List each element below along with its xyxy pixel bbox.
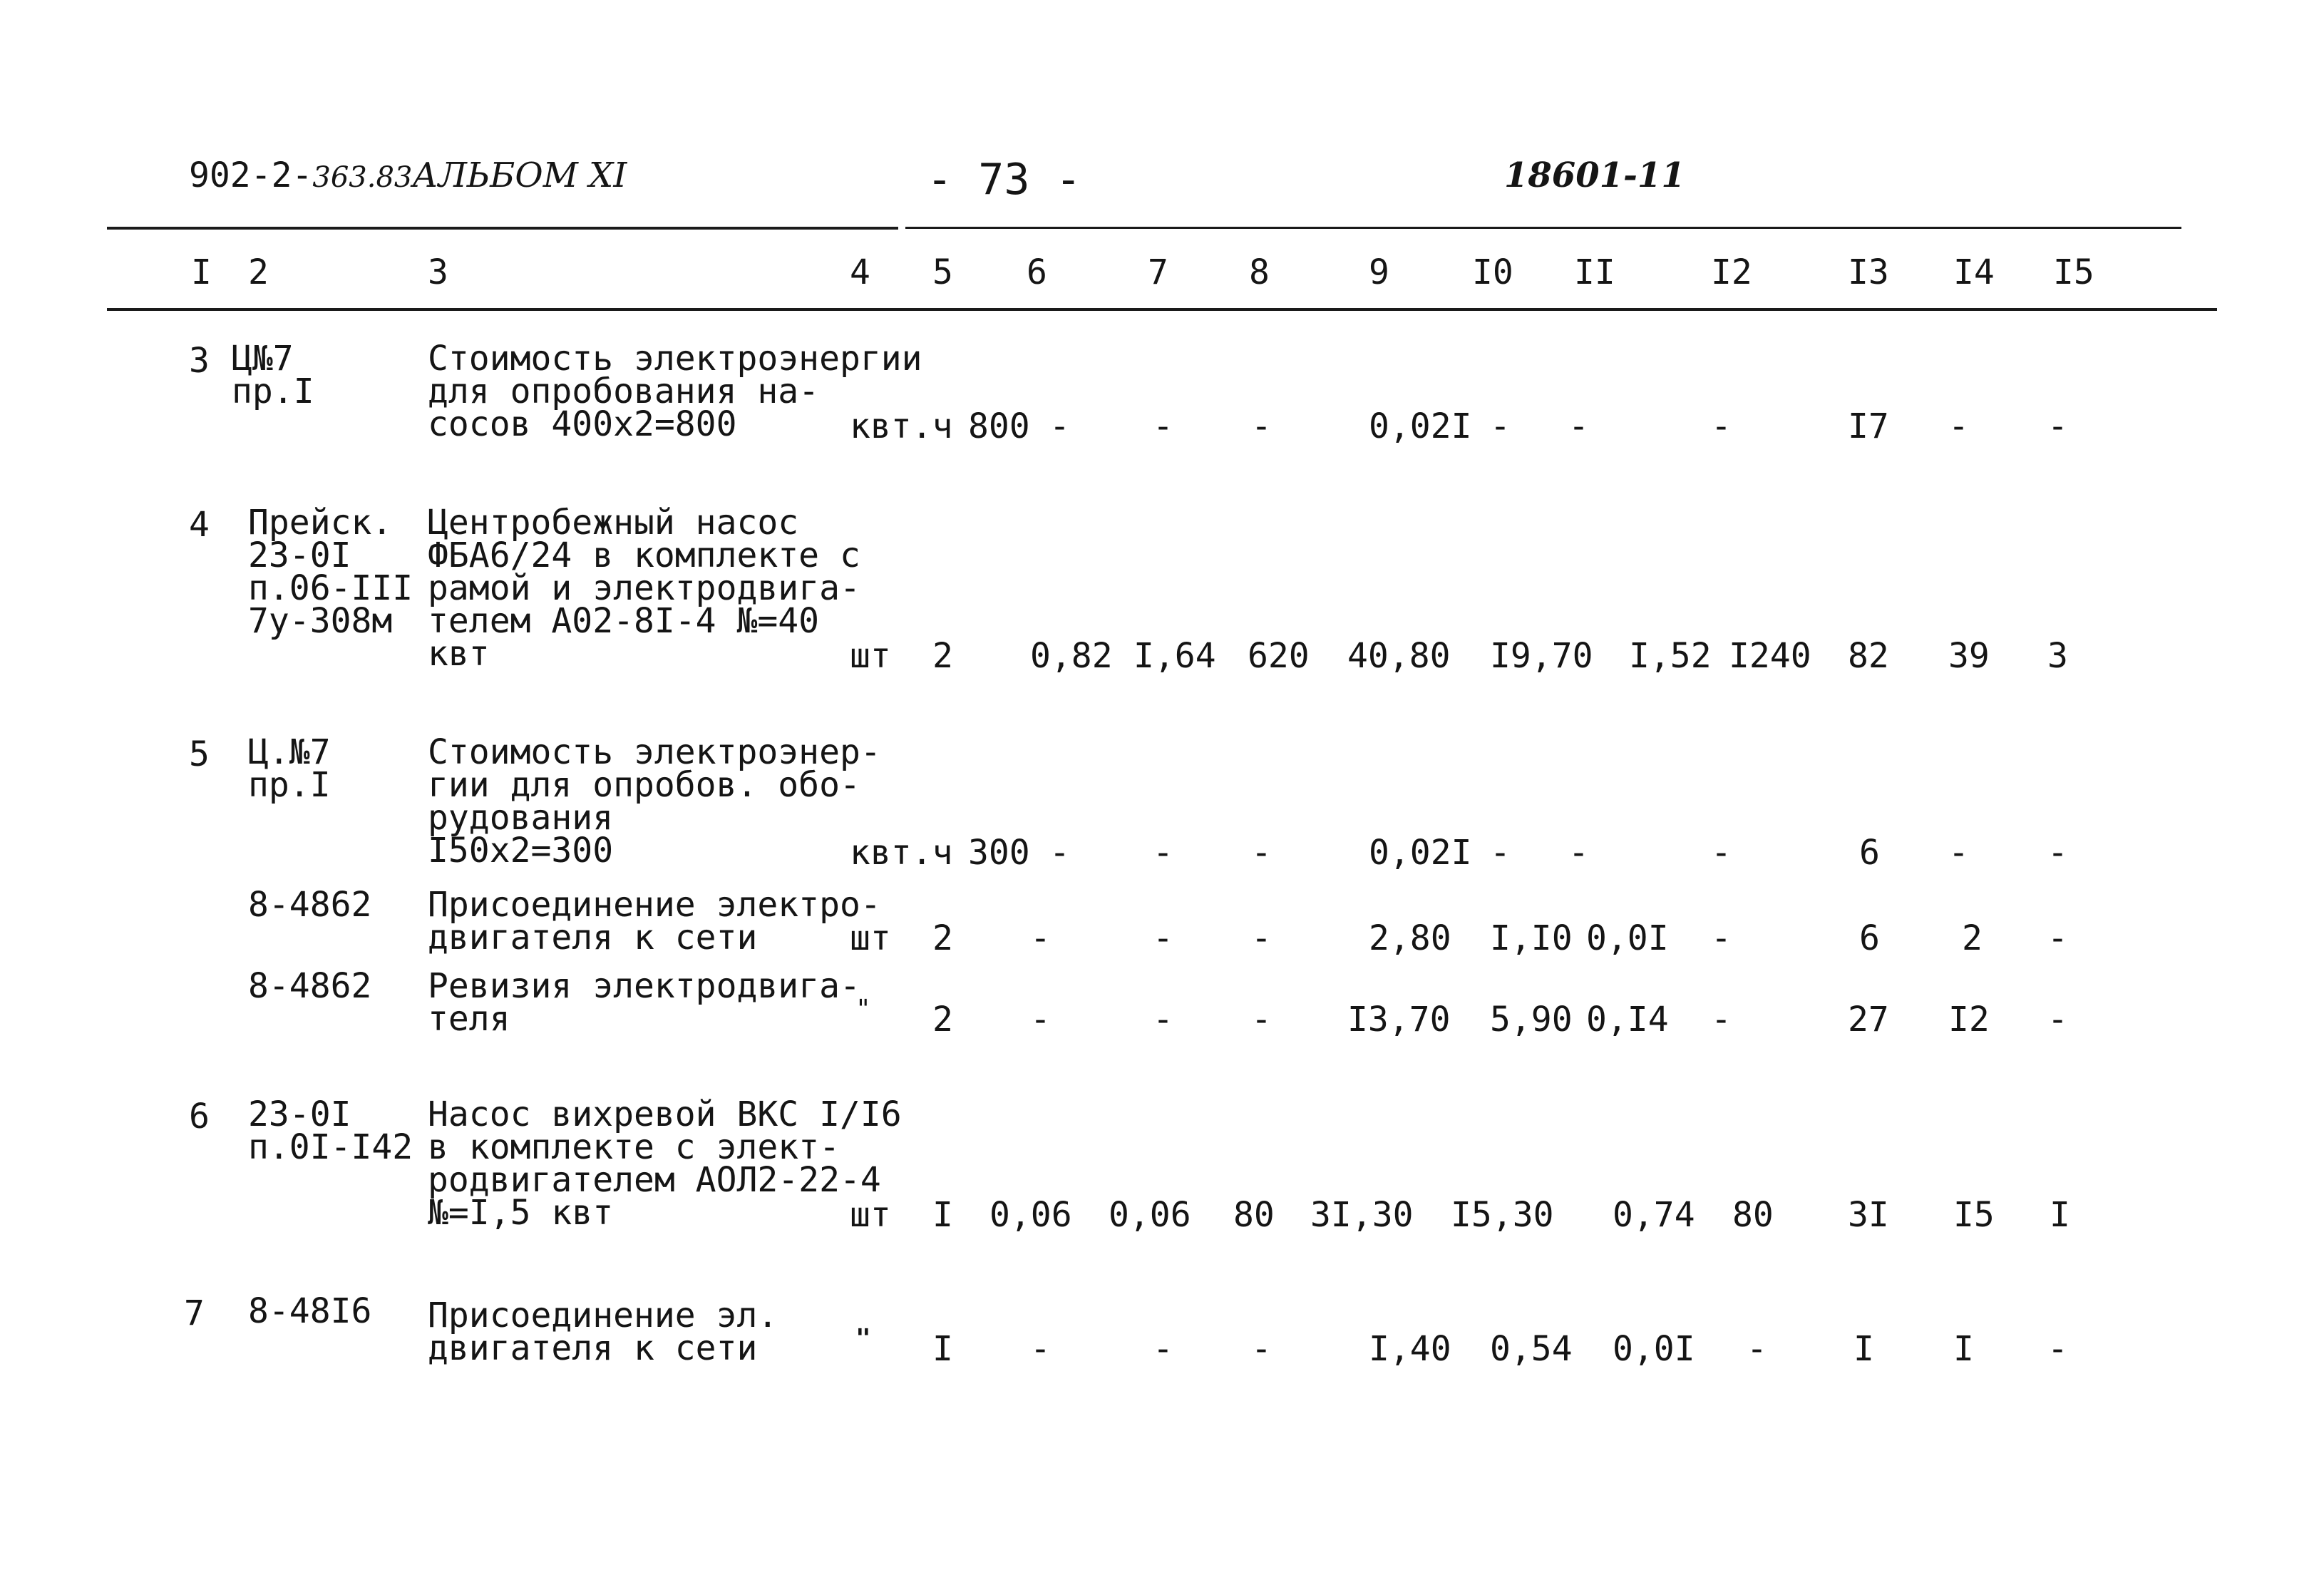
cell-6: 0,06 bbox=[989, 1195, 1072, 1235]
cell-13: 6 bbox=[1859, 833, 1880, 873]
cell-8: - bbox=[1251, 833, 1272, 873]
cell-12: - bbox=[1711, 1000, 1732, 1040]
row-reference: Прейск. 23-0I п.06-III 7у-308м bbox=[248, 503, 413, 641]
row-description: Насос вихревой ВКС I/I6 в комплекте с элект- родвигателем АОЛ2-22-4 №=I,5 квт bbox=[428, 1094, 902, 1233]
cell-7: - bbox=[1153, 1000, 1173, 1040]
col-header-11: II bbox=[1574, 252, 1615, 292]
cell-14: - bbox=[1948, 406, 1969, 446]
cell-14: 39 bbox=[1948, 636, 1990, 676]
cell-15: - bbox=[2047, 918, 2068, 958]
cell-5: 800 bbox=[968, 406, 1030, 446]
cell-8: - bbox=[1251, 1329, 1272, 1369]
row-unit: шт bbox=[850, 1195, 891, 1235]
cell-12: 80 bbox=[1732, 1195, 1774, 1235]
row-number: 7 bbox=[184, 1293, 205, 1333]
row-number: 5 bbox=[189, 734, 210, 774]
cell-14: I bbox=[1953, 1329, 1974, 1369]
cell-13: I bbox=[1853, 1329, 1874, 1369]
row-description: Центробежный насос ФБА6/24 в комплекте с рамой и электродвига- телем А02-8I-4 №=40 квт bbox=[428, 503, 860, 674]
cell-12: I240 bbox=[1729, 636, 1811, 676]
cell-6: - bbox=[1049, 833, 1070, 873]
col-header-4: 4 bbox=[850, 252, 870, 292]
cell-13: 27 bbox=[1848, 1000, 1889, 1040]
cell-13: I7 bbox=[1848, 406, 1889, 446]
cell-15: - bbox=[2047, 1329, 2068, 1369]
cell-8: - bbox=[1251, 918, 1272, 958]
row-unit: квт.ч bbox=[850, 406, 953, 446]
row-unit: " bbox=[855, 1324, 871, 1353]
cell-5: 2 bbox=[932, 636, 953, 676]
cell-7: - bbox=[1153, 1329, 1173, 1369]
row-reference: Ц№7 пр.I bbox=[232, 339, 314, 411]
col-header-2: 2 bbox=[248, 252, 269, 292]
cell-9: 3I,30 bbox=[1310, 1195, 1414, 1235]
row-reference: 8-48I6 bbox=[248, 1291, 372, 1331]
cell-8: 80 bbox=[1233, 1195, 1275, 1235]
cell-10: I,I0 bbox=[1490, 918, 1573, 958]
cell-12: - bbox=[1711, 833, 1732, 873]
cell-9: I,40 bbox=[1369, 1329, 1451, 1369]
cell-6: - bbox=[1030, 1329, 1051, 1369]
cell-7: 0,06 bbox=[1109, 1195, 1191, 1235]
cell-7: - bbox=[1153, 918, 1173, 958]
page-number: - 73 - bbox=[927, 155, 1081, 205]
cell-10: I5,30 bbox=[1451, 1195, 1554, 1235]
cell-6: 0,82 bbox=[1030, 636, 1113, 676]
col-header-5: 5 bbox=[932, 252, 953, 292]
cell-11: 0,0I bbox=[1586, 918, 1669, 958]
cell-13: 6 bbox=[1859, 918, 1880, 958]
cell-11: 0,I4 bbox=[1586, 1000, 1669, 1040]
col-header-15: I5 bbox=[2053, 252, 2094, 292]
cell-9: I3,70 bbox=[1347, 1000, 1451, 1040]
cell-10: 0,54 bbox=[1490, 1329, 1573, 1369]
cell-11: I,52 bbox=[1629, 636, 1712, 676]
row-reference: 8-4862 bbox=[248, 966, 372, 1006]
cell-11: - bbox=[1568, 406, 1589, 446]
doc-code-handwritten: 363.83 bbox=[312, 161, 413, 194]
cell-11: - bbox=[1568, 833, 1589, 873]
row-reference: Ц.№7 пр.I bbox=[248, 732, 331, 805]
col-header-8: 8 bbox=[1249, 252, 1270, 292]
cell-9: 0,02I bbox=[1369, 406, 1472, 446]
doc-code-printed: 902-2- bbox=[189, 155, 313, 195]
top-rule-left bbox=[107, 227, 898, 230]
cell-12: - bbox=[1711, 406, 1732, 446]
archive-number: 18601-11 bbox=[1504, 155, 1685, 195]
cell-14: 2 bbox=[1962, 918, 1983, 958]
col-header-13: I3 bbox=[1848, 252, 1889, 292]
cell-12: - bbox=[1747, 1329, 1767, 1369]
col-header-1: I bbox=[191, 252, 212, 292]
row-unit: шт bbox=[850, 918, 891, 958]
top-rule-right bbox=[905, 227, 2181, 229]
cell-9: 2,80 bbox=[1369, 918, 1451, 958]
row-description: Присоединение эл. двигателя к сети bbox=[428, 1296, 778, 1368]
cell-14: I2 bbox=[1948, 1000, 1990, 1040]
cell-14: I5 bbox=[1953, 1195, 1995, 1235]
cell-5: 300 bbox=[968, 833, 1030, 873]
cell-6: - bbox=[1030, 1000, 1051, 1040]
cell-11: 0,74 bbox=[1613, 1195, 1695, 1235]
cell-13: 82 bbox=[1848, 636, 1889, 676]
cell-15: 3 bbox=[2047, 636, 2068, 676]
row-number: 3 bbox=[189, 341, 210, 381]
cell-5: 2 bbox=[932, 1000, 953, 1040]
row-number: 6 bbox=[189, 1097, 210, 1137]
cell-14: - bbox=[1948, 833, 1969, 873]
header-bottom-rule bbox=[107, 308, 2217, 311]
row-unit: квт.ч bbox=[850, 833, 953, 873]
cell-7: - bbox=[1153, 833, 1173, 873]
cell-9: 40,80 bbox=[1347, 636, 1451, 676]
cell-8: 620 bbox=[1248, 636, 1310, 676]
row-number: 4 bbox=[189, 505, 210, 545]
cell-11: 0,0I bbox=[1613, 1329, 1695, 1369]
col-header-6: 6 bbox=[1027, 252, 1047, 292]
album-label: АЛЬБОМ XI bbox=[412, 155, 627, 195]
row-description: Присоединение электро- двигателя к сети bbox=[428, 885, 881, 958]
cell-13: 3I bbox=[1848, 1195, 1889, 1235]
col-header-12: I2 bbox=[1711, 252, 1752, 292]
row-reference: 23-0I п.0I-I42 bbox=[248, 1094, 413, 1167]
cell-10: 5,90 bbox=[1490, 1000, 1573, 1040]
cell-6: - bbox=[1030, 918, 1051, 958]
row-description: Стоимость электроэнер- гии для опробов. обо- рудования I50х2=300 bbox=[428, 732, 881, 871]
cell-8: - bbox=[1251, 406, 1272, 446]
cell-5: 2 bbox=[932, 918, 953, 958]
cell-7: - bbox=[1153, 406, 1173, 446]
cell-15: - bbox=[2047, 833, 2068, 873]
cell-6: - bbox=[1049, 406, 1070, 446]
row-reference: 8-4862 bbox=[248, 885, 372, 925]
row-description: Ревизия электродвига- теля bbox=[428, 966, 860, 1039]
row-description: Стоимость электроэнергии для опробования на- сосов 400х2=800 bbox=[428, 339, 922, 444]
cell-12: - bbox=[1711, 918, 1732, 958]
cell-10: I9,70 bbox=[1490, 636, 1593, 676]
cell-10: - bbox=[1490, 833, 1511, 873]
col-header-14: I4 bbox=[1953, 252, 1995, 292]
cell-5: I bbox=[932, 1195, 953, 1235]
row-unit: шт bbox=[850, 636, 891, 676]
col-header-3: 3 bbox=[428, 252, 448, 292]
cell-15: - bbox=[2047, 1000, 2068, 1040]
cell-8: - bbox=[1251, 1000, 1272, 1040]
doc-code bbox=[189, 155, 627, 195]
cell-7: I,64 bbox=[1133, 636, 1216, 676]
col-header-9: 9 bbox=[1369, 252, 1389, 292]
row-unit: " bbox=[855, 995, 871, 1024]
col-header-7: 7 bbox=[1148, 252, 1168, 292]
cell-5: I bbox=[932, 1329, 953, 1369]
col-header-10: I0 bbox=[1472, 252, 1513, 292]
cell-15: I bbox=[2050, 1195, 2070, 1235]
cell-9: 0,02I bbox=[1369, 833, 1472, 873]
cell-15: - bbox=[2047, 406, 2068, 446]
cell-10: - bbox=[1490, 406, 1511, 446]
